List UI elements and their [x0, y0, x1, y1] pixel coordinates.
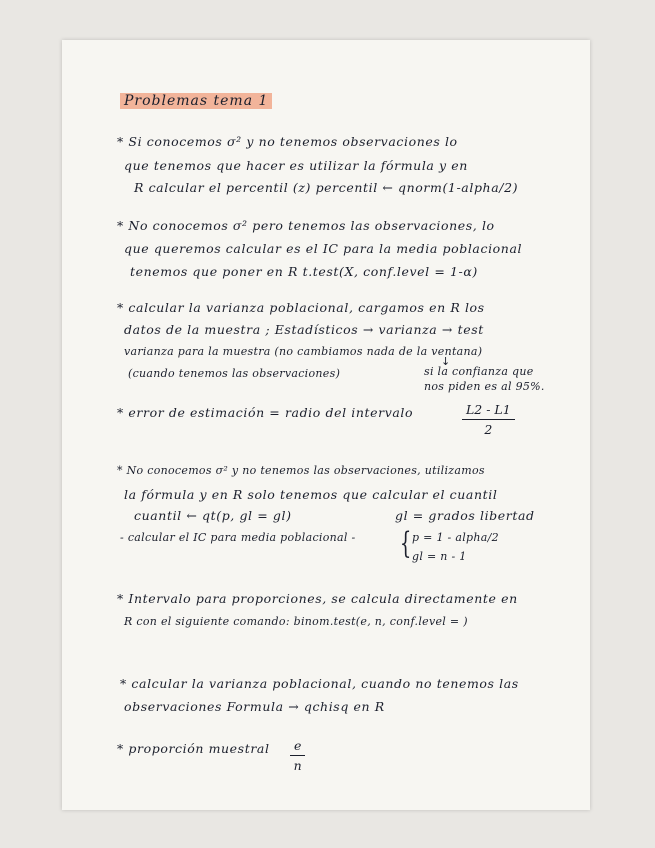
note-line-6: tenemos que poner en R t.test(X, conf.level = 1-α): [130, 264, 478, 279]
page-title: Problemas tema 1: [120, 93, 272, 109]
note-line-10: (cuando tenemos las observaciones): [128, 367, 341, 380]
proportion-fraction-denominator: n: [293, 758, 302, 773]
note-line-17: * Intervalo para proporciones, se calcula directamente en: [117, 591, 518, 606]
note-line-4: * No conocemos σ² pero tenemos las observaciones, lo: [117, 218, 495, 233]
side-note-line-2: nos piden es al 95%.: [424, 380, 545, 393]
note-line-16: - calcular el IC para media poblacional -: [120, 531, 356, 544]
note-line-12: * No conocemos σ² y no tenemos las observaciones, utilizamos: [117, 464, 485, 477]
proportion-fraction: [290, 738, 305, 773]
note-line-15: gl = grados libertad: [395, 508, 535, 523]
note-line-7: * calcular la varianza poblacional, cargamos en R los: [117, 300, 485, 315]
arrow-down-icon: ↓: [441, 355, 451, 368]
notebook-page: [62, 40, 590, 810]
note-line-11: * error de estimación = radio del intervalo: [117, 405, 414, 420]
proportion-fraction-numerator: e: [290, 738, 305, 756]
system-line-2: gl = n - 1: [412, 550, 467, 563]
note-line-9: varianza para la muestra (no cambiamos nada de la ventana): [124, 345, 483, 358]
note-line-18: R con el siguiente comando: binom.test(e, n, conf.level = ): [124, 615, 468, 628]
error-fraction-numerator: L2 - L1: [462, 402, 515, 420]
side-note-line-1: si la confianza que: [424, 365, 534, 378]
note-line-20: observaciones Formula → qchisq en R: [124, 699, 385, 714]
error-fraction-denominator: 2: [484, 422, 493, 437]
error-fraction: [462, 402, 515, 437]
note-line-3: R calcular el percentil (z) percentil ← qnorm(1-alpha/2): [134, 180, 519, 195]
system-line-1: p = 1 - alpha/2: [412, 531, 499, 544]
note-line-8: datos de la muestra ; Estadísticos → varianza → test: [124, 322, 484, 337]
note-line-14: cuantil ← qt(p, gl = gl): [134, 508, 292, 523]
note-line-19: * calcular la varianza poblacional, cuando no tenemos las: [120, 676, 519, 691]
brace-icon: {: [399, 526, 412, 561]
note-line-21: * proporción muestral: [117, 741, 270, 756]
note-line-5: que queremos calcular es el IC para la media poblacional: [124, 241, 523, 256]
note-line-2: que tenemos que hacer es utilizar la fórmula y en: [124, 158, 468, 173]
note-line-13: la fórmula y en R solo tenemos que calcular el cuantil: [124, 487, 498, 502]
note-line-1: * Si conocemos σ² y no tenemos observaciones lo: [117, 134, 458, 149]
